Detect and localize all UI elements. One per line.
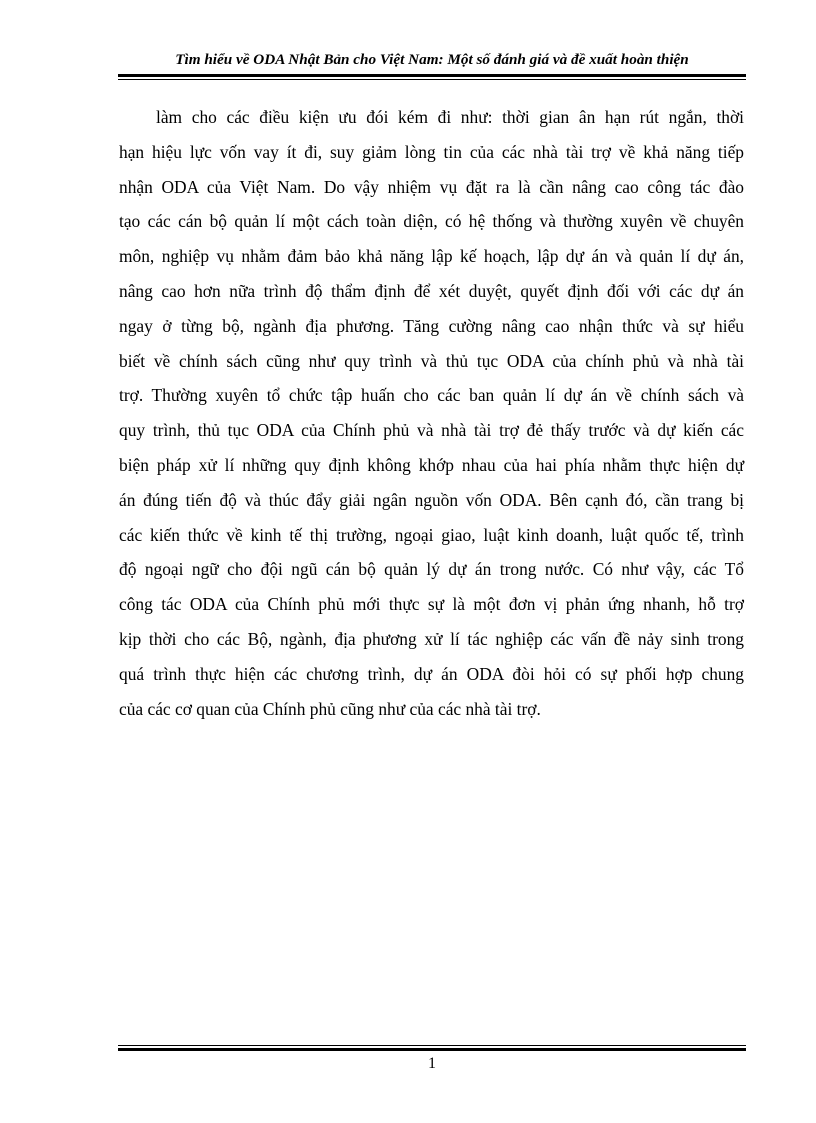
paragraph-line: làm cho các điều kiện ưu đói kém đi như: thời gian ân hạn rút ngắn, thời [156,107,744,127]
paragraph-line: kịp thời cho các Bộ, ngành, địa phương xử lí tác nghiệp các vấn đề nảy sinh trong [119,628,744,649]
paragraph-line: nâng cao hơn nữa trình độ thẩm định để xét duyệt, quyết định đối với các dự án [119,280,744,301]
paragraph-line: biện pháp xử lí những quy định không khớp nhau của hai phía nhằm thực hiện dự [119,454,744,475]
header-rule-thin [118,79,746,80]
paragraph-line: biết về chính sách cũng như quy trình và thủ tục ODA của chính phủ và nhà tài [119,350,744,371]
header-rule-thick [118,74,746,77]
paragraph-line: môn, nghiệp vụ nhằm đảm bảo khả năng lập kế hoạch, lập dự án và quản lí dự án, [119,246,744,267]
body-paragraph [119,100,744,726]
paragraph-line: của các cơ quan của Chính phủ cũng như của các nhà tài trợ. [119,698,541,719]
paragraph-line: ngay ở từng bộ, ngành địa phương. Tăng cường nâng cao nhận thức và sự hiểu [119,315,744,336]
paragraph-line: án đúng tiến độ và thúc đẩy giải ngân nguồn vốn ODA. Bên cạnh đó, cần trang bị [119,489,744,510]
page-header-title: Tìm hiểu về ODA Nhật Bản cho Việt Nam: Một số đánh giá và đề xuất hoàn thiện [175,51,689,68]
paragraph-line: các kiến thức về kinh tế thị trường, ngoại giao, luật kinh doanh, luật quốc tế, trình [119,524,744,545]
footer-rule-thin [118,1045,746,1046]
paragraph-line: quy trình, thủ tục ODA của Chính phủ và nhà tài trợ đẻ thấy trước và dự kiến các [119,420,744,441]
footer-rule-thick [118,1048,746,1051]
paragraph-line: trợ. Thường xuyên tổ chức tập huấn cho các ban quản lí dự án về chính sách và [119,385,744,406]
paragraph-line: hạn hiệu lực vốn vay ít đi, suy giảm lòng tin của các nhà tài trợ về khả năng tiếp [119,141,744,162]
paragraph-line: nhận ODA của Việt Nam. Do vậy nhiệm vụ đặt ra là cần nâng cao công tác đào [119,176,744,197]
page-number: 1 [428,1055,436,1072]
paragraph-line: tạo các cán bộ quản lí một cách toàn diện, có hệ thống và thường xuyên về chuyên [119,211,744,232]
paragraph-line: công tác ODA của Chính phủ mới thực sự là một đơn vị phản ứng nhanh, hỗ trợ [119,594,744,615]
paragraph-line: quá trình thực hiện các chương trình, dự án ODA đòi hỏi có sự phối hợp chung [119,663,744,684]
paragraph-line: độ ngoại ngữ cho đội ngũ cán bộ quản lý dự án trong nước. Có như vậy, các Tổ [119,559,744,580]
